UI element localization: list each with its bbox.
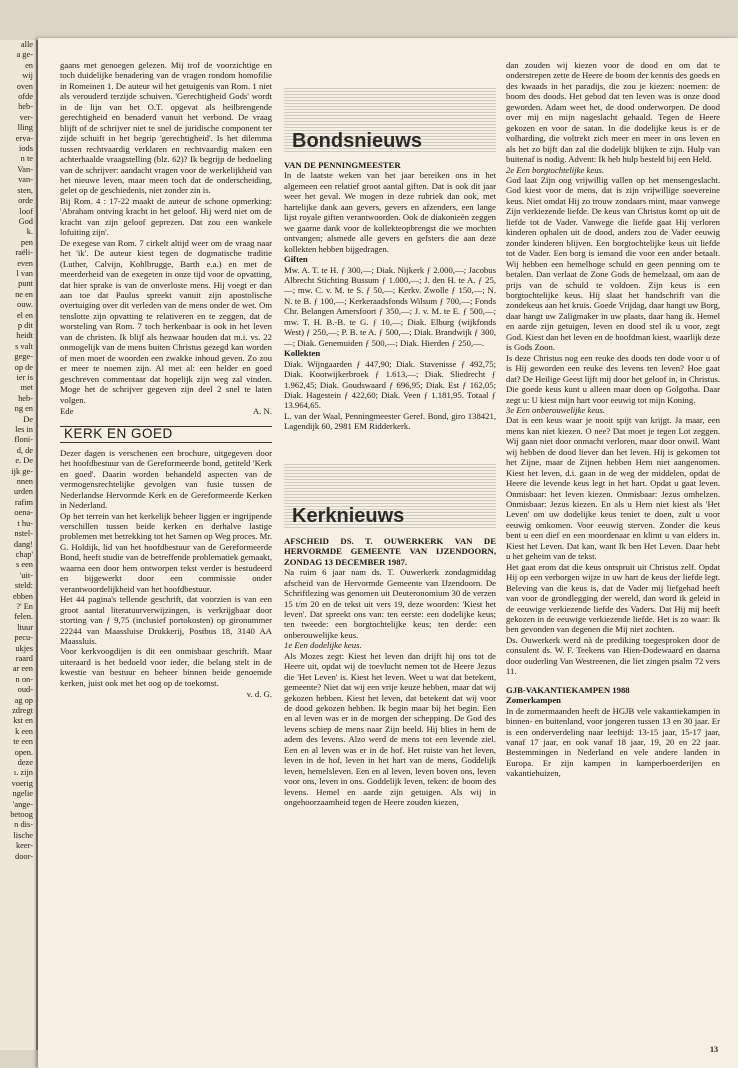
prev-page-fragment: ukjes [15,643,33,653]
prev-page-fragment: floni- [14,435,33,445]
prev-page-fragment: heb- [18,393,33,403]
kollekten-list: Diak. Wijngaarden ƒ 447,90; Diak. Stavenisse ƒ 492,75; Diak. Kootwijkerbroek ƒ 1.613,—; Diak. Sliedrecht ƒ 1.962,45; Diak. Goudswaard ƒ 696,95; Diak. Est ƒ 162,05; Diak. Hagestein ƒ 422,60; Diak. Veen ƒ 1.181,95. Totaal ƒ 13.964,65. [284,358,496,411]
prev-page-fragment: zdregt [12,706,33,715]
prev-page-fragment: ng en [14,404,33,414]
giften-list: Mw. A. T. te H. ƒ 300,—; Diak. Nijkerk ƒ 2.000,—; Jacobus Albrecht Stichting Bussum ƒ 1.000,—; J. den H. te A. ƒ 25,—; mw. C. v. M. te S. ƒ 50,—; Kerkv. Zwolle ƒ 150,—; N. N. te B. ƒ 100,—; Kerkeraadsfonds Wilsum ƒ 700,—; Fonds Chr. Belangen Amersfoort ƒ 350,—; J. v. M. te E. ƒ 500,—; mw. T. H. B.-B. te G. ƒ 10,—; Diak. Elburg (wijkfonds West) ƒ 250,—; P. B. te A. ƒ 500,—; Diak. Brandwijk ƒ 300,—; Diak. Genemuiden ƒ 500,—; Diak. Hierden ƒ 250,—. [284,264,496,348]
prev-page-fragment: 'ange- [12,799,33,809]
prev-page-fragment: les in [15,425,33,435]
prev-page-fragment: pecu- [14,633,33,643]
prev-page-fragment: heb- [18,102,33,112]
prev-page-fragment: even [17,258,33,268]
article-heading: GJB-VAKANTIEKAMPEN 1988 [506,684,630,695]
sermon-subheading: 2e Een borgtochtelijke keus. [506,164,605,175]
column-middle [284,86,496,1041]
prev-page-fragment: dang! [13,539,33,549]
article-heading: AFSCHEID DS. T. OUWERKERK VAN DE HERVORMDE GEMEENTE VAN IJZENDOORN, ZONDAG 13 DECEMBER 1987. [284,535,496,567]
prev-page-fragment: ar een [12,664,33,674]
box-signature: v. d. G. [246,689,272,700]
article-paragraph: Ds. Ouwerkerk werd nà de prediking toegesproken door de consulent ds. W. F. Teekens van Hien-Dodewaard en daarna door ouderling Van Westreenen, die liet zingen psalm 72 vers 11. [506,634,720,677]
prev-page-fragment: n te [20,154,33,164]
box-paragraph: Dezer dagen is verschenen een brochure, uitgegeven door het hoofdbestuur van de Gereformeerde bond, getiteld 'Kerk en goed'. Daarin worden behandeld aspecten van de vermogensrechtelijke gevolgen van fusie tussen de Nederlandse Hervormde Kerk en de Gereformeerde Kerken in Nederland. [60,447,272,511]
prev-page-fragment: chap' [15,549,33,559]
prev-page-fragment: oena- [14,508,33,518]
prev-page-fragment: s een [16,560,33,570]
prev-page-fragment: ne en [15,289,33,299]
prev-page-fragment: op de [14,362,33,372]
prev-page-fragment: k een [15,726,33,736]
prev-page-fragment: ?' En [16,601,33,611]
prev-page-fragment: el en [16,310,33,320]
subheading: Kollekten [284,348,321,359]
prev-page-fragment: iods [19,144,33,154]
prev-page-fragment: s valt [15,341,33,351]
prev-page-fragment: ouw. [17,300,33,310]
prev-page-fragment: ı. zijn [13,768,33,778]
prev-page-fragment: n on- [15,674,33,684]
prev-page-fragment: pen [20,237,33,247]
article-heading: VAN DE PENNINGMEESTER [284,160,401,170]
review-signature [60,406,272,416]
prev-page-fragment: door- [15,851,33,861]
article-paragraph: In de zomermaanden heeft de HGJB vele vakantiekampen in binnen- en buitenland, voor jongeren tussen 13 en 30 jaar. Er is een onderverdeling naar leeftijd: 13-15 jaar, 15-17 jaar, vanaf 17 jaar, en ook vanaf 18 jaar, 19, 20 en 22 jaar. Bestemmingen in Nederland en vele andere landen in Europa. Er zijn kampen in kamperboerderijen en vakantiehuizen, [506,705,720,779]
article-paragraph: In de laatste weken van het jaar bereiken ons in het algemeen een relatief groot aantal giften. Dat is ook dit jaar weer het geval. We mogen in deze rubriek dan ook, met hartelijke dank aan gevers, gevers en afzenders, een lange lijst royale giften verantwoorden. Ook de diakonieën zeggen we gaarne dank voor de kollekteopbrengst die we mochten ontvangen; alsmede alle gevers en gefsters die aan deze kollekten hebben bijgedragen. [284,170,496,254]
prev-page-fragment: felen. [14,612,33,622]
prev-page-fragment: alle [20,40,33,49]
prev-page-fragment: punt [18,279,33,289]
prev-page-fragment: keer- [15,841,33,851]
prev-page-fragment: raëli- [15,248,33,258]
section-title: Bondsnieuws [292,129,423,152]
prev-page-fragment: ijk ge- [11,466,33,476]
treasurer-signoff: L. van der Waal, Penningmeester Geref. Bond, giro 138421, Lagendijk 60, 2981 EM Ridderkerk. [284,410,496,432]
prev-page-fragment: t hu- [17,518,33,528]
prev-page-fragment: ver- [19,112,33,122]
box-paragraph: Het 44 pagina's tellende geschrift, dat voorzien is van een groot aantal literatuurverwijzingen, is verkrijgbaar door storting van ƒ 9,75 (inclusief portokosten) op gironummer 22244 van Maassluise Drukkerij, Postbus 18, 3140 AA Maassluis. [60,594,272,647]
page-number: 13 [710,1045,718,1054]
prev-page-fragment: urden [13,487,33,497]
article-paragraph: Als Mozes zegt: Kiest het leven dan drijft hij ons tot de Heere uit, opdat wij de toevlucht nemen tot de Heere Jezus die 'Het Leven' is. Kiest het leven. Weet u wat dat betekent, gemeente? Niet dat wij een vrije keuze hebben, maar dat wij gekozen hebben. Kiest het leven, dat betekent dat wij voor de dood gekozen hebben. Ik begin maar bij het begin. Een en al leven was er in de morgen der schepping. De God des levens schiep de mens naar Zijn beeld. Hij blies in hem de adem des levens. Alzo werd de mens tot een levende ziel. Een en al leven was er in de hof. Het ruiste van het leven, leven in de hof, leven in het hart van de mens, Goddelijk leven, hemelsleven. Een en al leven, leven boven ons, leven voor ons, leven in ons. Goddelijk leven, teken: de boom des levens. Hemel en aarde zijn getuigen. Als wij in ongehoorzaamheid tegen de Heere zouden kiezen, [284,650,496,808]
prev-page-fragment: steld: [14,581,33,591]
prev-page-fragment: open. [14,747,33,757]
prev-page-fragment: ebben [13,591,33,601]
section-title: Kerknieuws [292,505,405,528]
prev-page-fragment: De [23,414,33,424]
article-paragraph: Is deze Christus nog een reuke des doods ten dode voor u of is Hij geworden een reuke des levens ten leven? Hoe gaat dat? De Heilige Geest lijft mij door het geloof in, in Christus. Die goede keus kunt u alleen maar doen op Golgotha. Daar zegt u: U kiest mijn hart voor eeuwig tot mijn Koning. [506,352,720,405]
article-paragraph: God laat Zijn oog vrijwillig vallen op het mensengeslacht. God kiest voor de mens, dat is zijn vrijwillige soevereine keus. Niet omdat Hij zo trouw zondaars mint, maar vanwege Zijn verkiezende liefde. De keus van Christus komt op uit de liefde tot de Vader. Vanwege die liefde gaat Hij verloren kinderen ophalen uit de dood, anders zou de Vader eeuwig zonder kinderen blijven. Een borgtochtelijke keus uit liefde tot de Vader. Een borg is iemand die voor een ander betaalt. Wij hebben een hemelhoge schuld en geen penning om te betalen. Dan verlaat de Zone Gods de hemelzaal, om aan de prijs van de schuld te voldoen. Zijn keus is een borgtochtelijke keus. Hij slaat het handschrift van die zondekeus aan het kruis. Goede Vrijdag, daar hangt uw Borg, daar hangt uw Zaligmaker in uw plaats, daar hang ik. Hemel en aarde zijn getuigen, leven en dood stel ik u voor, zegt God. Kiest dan het leven en de hoofdman kiest, waarlijk deze is Gods Zoon. [506,174,720,353]
prev-page-fragment: en [25,60,33,70]
prev-page-fragment: deze [17,758,33,768]
sermon-subheading: 1e Een dodelijke keus. [284,640,362,651]
prev-page-fragment: betoog [10,810,33,820]
prev-page-fragment: God [18,216,33,226]
prev-page-fragment: Van- [17,164,33,174]
prev-page-fragment: ag op [14,695,33,705]
prev-page-fragment: voerig [11,778,33,788]
prev-page-fragment: a ge- [16,50,33,60]
prev-page-fragment: orde [18,196,33,206]
subheading: Giften [284,254,308,265]
sermon-subheading: 3e Een onberouwelijke keus. [506,404,606,415]
review-paragraph: Bij Rom. 4 : 17-22 maakt de auteur de schone opmerking: 'Abraham ontving kracht in het geloof. Hij werd niet om de kracht van zijn geloof geprezen. Dat zou een wankele lofuiting zijn'. [60,195,272,238]
bondsnieuws-banner [284,86,496,152]
prev-page-fragment: e. De [15,456,33,466]
kerknieuws-banner [284,462,496,528]
prev-page-fragment: gege- [14,352,33,362]
prev-page-fragment: lling [17,123,33,133]
review-paragraph: gaans met genoegen gelezen. Mij trof de voorzichtige en toch duidelijke benadering van de vragen rondom homofilie in Romeinen 1. De auteur wil het getuigenis van Rom. 1 niet als verouderd terzijde schuiven. 'Gerechtigheid Gods' wordt in de lijn van het O.T. opgevat als heilbrengende gerechtigheid en benaderd vanuit het verbond. De vraag blijft of de schrijver niet te snel de juridische component ter zijde schuift in het begrip 'gerechtigheid'. Is het dilemma tussen rechtvaardig verklaren en rechtvaardig maken een achterhaalde vraagstelling (blz. 62)? Ik begrijp de bedoeling van de schrijver: aandacht vragen voor de werkelijkheid van het nieuwe leven, maar meen toch dat de onderscheiding, gelet op de geschiedenis, niet zonder zin is. [60,60,272,196]
magazine-page [38,38,738,1068]
prev-page-fragment: 'uit- [19,570,33,580]
prev-page-fragment: sten, [17,185,33,195]
prev-page-fragment: p dit [17,320,33,330]
prev-page-fragment: van- [18,175,33,185]
review-paragraph: De exegese van Rom. 7 cirkelt altijd weer om de vraag naar het 'ik'. De auteur kiest tegen de dogmatische traditie (Luther, Calvijn, Kohlbrugge, Barth e.a.) en met de meerderheid van de exegeten in onze tijd voor de opvatting, dat hier sprake is van de onverloste mens. Hij voegt er dan aan toe dat Paulus spreekt vanuit zijn apostolische overtuiging over dit verleden van de mens onder de wet. Om tenslotte zijn opvatting te relativeren en te zeggen, dat de worsteling van Rom. 7 toch herkenbaar is ook in het leven van de christen. Ik blijf als hezwaar houden dat m.i. vs. 22 onmogelijk van de mens buiten Christus gezegd kan worden of men moet de woorden een zwakke inhoud geven. Zo zou er meer te noemen zijn. Al met al: een helder en goed geschreven commentaar dat hopelijk zijn weg zal vinden. Moge het de schrijver gegeven zijn deel 2 snel te laten volgen. [60,237,272,405]
subheading: Zomerkampen [506,695,562,706]
box-paragraph: Voor kerkvoogdijen is dit een onmisbaar geschrift. Maar uiteraard is het bedoeld voor ieder, die belang stelt in de kwestie van bestuur en beheer binnen beide genoemde kerken, juist ook met het oog op de toekomst. [60,646,272,688]
prev-page-fragment: oven [16,81,33,91]
prev-page-fragment: nstel- [14,529,33,539]
prev-page-fragment: erva- [15,133,33,143]
column-right [506,60,720,1045]
signature-author: A. N. [252,405,272,416]
prev-page-fragment: oud- [17,685,33,695]
prev-page-fragment: ltuur [17,622,33,632]
prev-page-fragment: k. [26,227,33,237]
prev-page-fragment: ngelie [12,789,33,799]
prev-page-fragment: ofde [18,92,33,102]
prev-page-fragment: n dis- [14,820,33,830]
prev-page-fragment: kst en [13,716,33,726]
prev-page-fragment: nnen [16,477,33,487]
column-left [60,60,272,1045]
prev-page-fragment: wij [22,71,33,81]
prev-page-fragment: met [20,383,33,393]
article-paragraph: Na ruim 6 jaar nam ds. T. Ouwerkerk zondagmiddag afscheid van de Hervormde Gemeente van IJzendoorn. De Schriftlezing was genomen uit Deuteronomium 30 de verzen 15 t/m 20 en de tekst uit vers 19, deze woorden: 'Kiest het leven'. Dat spreekt ons van: ten eerste: een dodelijke keus; ten tweede: een borgtochtelijke keus; ten derde: een onberouwelijke keus. [284,567,496,640]
prev-page-fragment: lische [13,830,33,840]
prev-page-fragment: heidt [16,331,33,341]
signature-place: Ede [60,405,74,416]
article-paragraph: Het gaat erom dat die keus ontspruit uit Christus zelf. Opdat Hij op een verborgen wijze in uw hart de keus der liefde legt. Beleving van die keus is, dat de Vader mij liefgehad heeft van voor de grondlegging der wereld, dan word ik geleid in de eeuwige verkiezende liefde des Vaders. Dat Hij mij heeft gekozen in de eeuwige verkiezende liefde. Het is zo waar: Ik ben gevonden van degenen die Mij niet zochten. [506,561,720,635]
article-paragraph: dan zouden wij kiezen voor de dood en om dat te onderstrepen zette de Heere de boom der kennis des goeds en des kwaads in het paradijs, die zou je kiezen: noemen: de boom des doods. Het gebod dat ten leven was is onze dood geworden. Adam weet het, de dood onderworpen. De dood over mij en mijn nageslacht gehaald. Tegen de Heere gekozen en voor de satan. In die dodelijke keus is er de volharding, die voltrekt zich meer en meer in ons leven en als het zo bijft dan zal die dodelijk blijken te zijn. Hulp van buitenaf is nodig. Advent: Ik heb hulp besteld bij een Held. [506,60,720,165]
prev-page-fragment: te een [13,737,33,747]
prev-page-fragment: loof [19,206,33,216]
prev-page-fragment: rafim [14,497,33,507]
article-paragraph: Dat is een keus waar je nooit spijt van krijgt. Ja maar, een mens kan niet kiezen. O nee? Dat moet je tegen Lot zeggen. Wij gaan niet door onmacht verloren, maar door onwil. Want wij hebben de dood liever dan het leven. Hij is gekomen tot het Zijne, maar de Zijnen hebben Hem niet aangenomen. Kiest het leven, d.i. gaan in de weg der middelen, opdat de Heere die levende keus legt in het hart. Opdat u gaat leven. Onmisbaar: het leven kiezen. Onmisbaar: Jezus omhelzen. Onmisbaar: Jezus kiezen. En als u Hem niet kiest als 'Het Leven' om uw dodelijke keus teniet te doen, zult u voor eeuwig omkomen. Voor eeuwig sterven. Zonder die keus bent u een dief en een moordenaar en klimt u van elders in. Kiest het Leven. Dat kan, want Ik ben Het Leven. Daar hebt u het geheim van de tekst. [506,415,720,562]
kerk-en-goed-heading: KERK EN GOED [60,426,272,442]
prev-page-fragment: l van [16,268,33,278]
previous-page-edge [0,40,38,1050]
box-paragraph: Op het terrein van het kerkelijk beheer liggen er ingrijpende verschillen tussen beide kerken en derhalve lastige problemen met betrekking tot het Samen op Weg proces. Mr. G. Holdijk, lid van het hoofdbestuur van de Gereformeerde Bond, heeft studie van de betreffende problematiek gemaakt, waarna een door hem ontworpen tekst verder is bestudeerd en bijgewerkt door een commissie onder verantwoordelijkheid van het hoofdbestuur. [60,510,272,594]
prev-page-fragment: raard [15,653,33,663]
prev-page-fragment: d, de [16,445,33,455]
prev-page-fragment: ier is [16,373,33,382]
